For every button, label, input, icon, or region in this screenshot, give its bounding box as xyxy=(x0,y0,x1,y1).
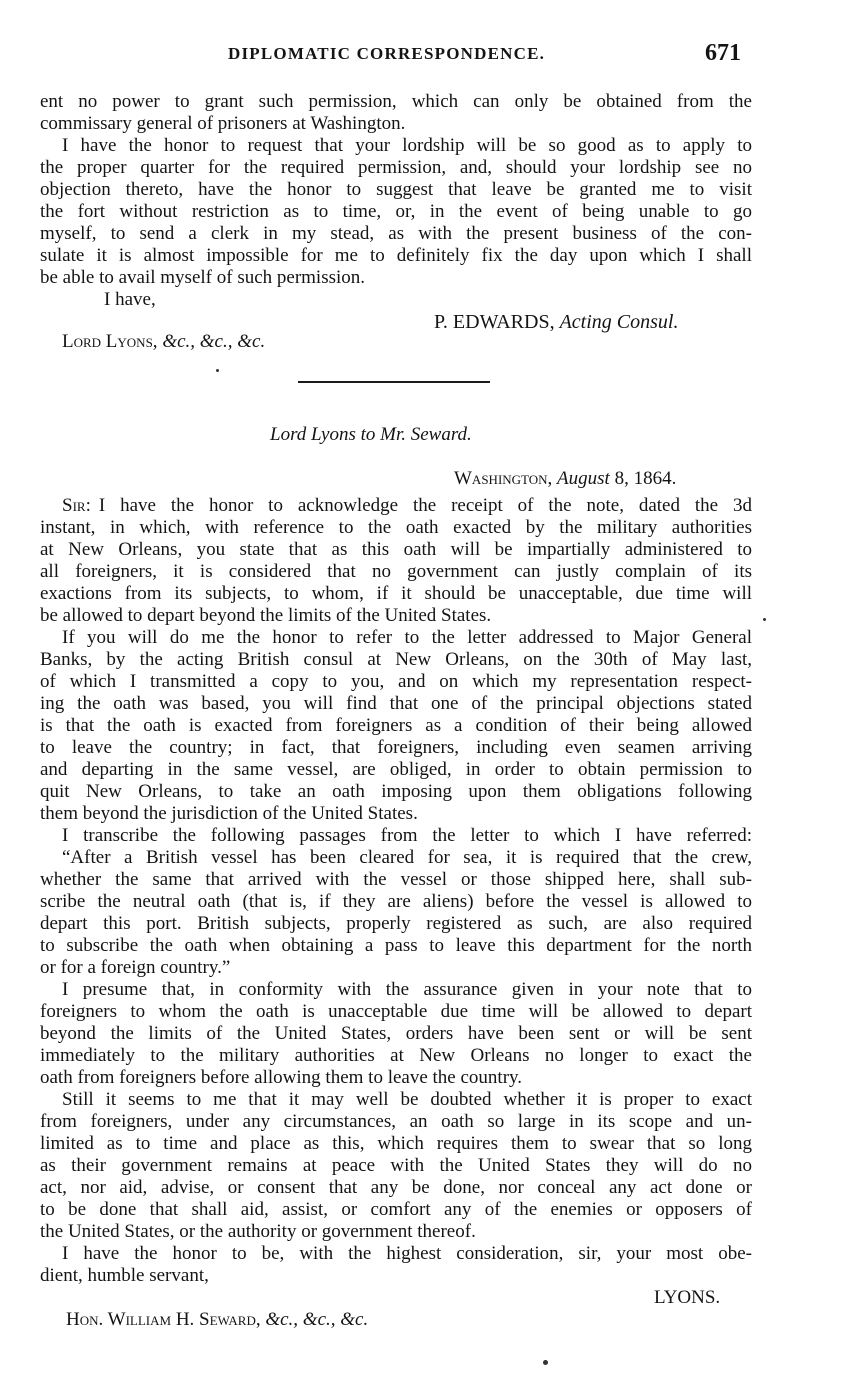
letter2-line: from foreigners, under any circumstances, an oath so large in its scope and un- xyxy=(40,1111,752,1132)
letter2-line: dient, humble servant, xyxy=(40,1265,209,1286)
letter2-line: Banks, by the acting British consul at New Orleans, on the 30th of May last, xyxy=(40,649,752,670)
letter2-line: foreigners to whom the oath is unacceptable due time will be allowed to depart xyxy=(40,1001,752,1022)
letter2-line: them beyond the jurisdiction of the United States. xyxy=(40,803,418,824)
dateline-month: August xyxy=(557,468,610,489)
letter2-line: limited as to time and place as this, which requires them to swear that so long xyxy=(40,1133,752,1154)
letter1-line: be able to avail myself of such permission. xyxy=(40,267,366,288)
letter1-line: the fort without restriction as to time, or, in the event of being unable to go xyxy=(40,201,752,222)
letter2-signature: LYONS. xyxy=(654,1287,721,1308)
letter2-line: as their government remains at peace with the United States they will do no xyxy=(40,1155,752,1176)
letter2-line: immediately to the military authorities at New Orleans no longer to exact the xyxy=(40,1045,752,1066)
letter1-signature-title: Acting Consul. xyxy=(559,311,679,333)
letter1-addressee-name: Lord Lyons, xyxy=(62,331,158,352)
letter1-line: commissary general of prisoners at Washington. xyxy=(40,113,406,134)
section-divider xyxy=(298,381,490,383)
dateline-place: Washington, xyxy=(454,468,553,489)
salutation: Sir: xyxy=(62,495,91,516)
letter2-line: to leave the country; in fact, that foreigners, including even seamen arriving xyxy=(40,737,752,758)
letter2-addressee-name: Hon. William H. Seward, xyxy=(66,1309,261,1330)
letter2-line: I have the honor to acknowledge the receipt of the note, dated the 3d xyxy=(98,495,752,516)
letter2-line: and departing in the same vessel, are obliged, in order to obtain permission to xyxy=(40,759,752,780)
letter2-addressee xyxy=(66,1309,368,1331)
page-number: 671 xyxy=(705,40,741,66)
letter2-line: is that the oath is exacted from foreigners as a condition of their being allowed xyxy=(40,715,752,736)
letter2-line: exactions from its subjects, to whom, if it should be unacceptable, due time will xyxy=(40,583,752,604)
print-speck xyxy=(763,618,766,621)
running-header xyxy=(0,40,849,70)
letter2-line: at New Orleans, you state that as this oath will be impartially administered to xyxy=(40,539,752,560)
letter2-line: of which I transmitted a copy to you, and on which my representation respect- xyxy=(40,671,752,692)
letter1-signature-name: P. EDWARDS, xyxy=(434,311,555,333)
quoted-line: “After a British vessel has been cleared for sea, it is required that the crew, xyxy=(62,847,752,868)
letter1-closing: I have, xyxy=(104,289,156,310)
letter2-line: the United States, or the authority or government thereof. xyxy=(40,1221,476,1242)
print-speck xyxy=(543,1360,548,1365)
letter2-line: I have the honor to be, with the highest consideration, sir, your most obe- xyxy=(62,1243,752,1264)
quoted-line: scribe the neutral oath (that is, if they are aliens) before the vessel is allowed to xyxy=(40,891,752,912)
quoted-line: whether the same that arrived with the vessel or those shipped here, shall sub- xyxy=(40,869,752,890)
letter1-line: sulate it is almost impossible for me to definitely fix the day upon which I shall xyxy=(40,245,752,266)
quoted-line: to subscribe the oath when obtaining a pass to leave this department for the north xyxy=(40,935,752,956)
letter2-line: all foreigners, it is considered that no government can justly complain of its xyxy=(40,561,752,582)
quoted-line: depart this port. British subjects, properly registered as such, are also required xyxy=(40,913,752,934)
letter1-line: objection thereto, have the honor to suggest that leave be granted me to visit xyxy=(40,179,752,200)
letter1-addressee-etc: &c., &c., &c. xyxy=(162,331,266,352)
letter2-line: I transcribe the following passages from the letter to which I have referred: xyxy=(62,825,752,846)
letter2-line: act, nor aid, advise, or consent that any be done, nor conceal any act done or xyxy=(40,1177,752,1198)
letter1-line: myself, to send a clerk in my stead, as with the present business of the con- xyxy=(40,223,752,244)
letter2-dateline xyxy=(454,468,676,490)
letter1-line: I have the honor to request that your lordship will be so good as to apply to xyxy=(62,135,752,156)
letter2-line: beyond the limits of the United States, orders have been sent or will be sent xyxy=(40,1023,752,1044)
letter1-addressee xyxy=(62,331,265,353)
dateline-rest: 8, 1864. xyxy=(614,468,677,489)
print-speck xyxy=(216,369,219,372)
letter2-line: If you will do me the honor to refer to the letter addressed to Major General xyxy=(62,627,752,648)
letter2-addressee-etc: &c., &c., &c. xyxy=(265,1309,369,1330)
quoted-line: or for a foreign country.” xyxy=(40,957,231,978)
header-title: DIPLOMATIC CORRESPONDENCE. xyxy=(228,44,546,63)
letter2-line: instant, in which, with reference to the oath exacted by the military authorities xyxy=(40,517,752,538)
letter2-line: quit New Orleans, to take an oath imposing upon them obligations following xyxy=(40,781,752,802)
letter2-heading: Lord Lyons to Mr. Seward. xyxy=(270,424,472,445)
letter2-line: be allowed to depart beyond the limits of the United States. xyxy=(40,605,492,626)
letter2-line: ing the oath was based, you will find that one of the principal objections stated xyxy=(40,693,752,714)
letter1-signature xyxy=(434,311,678,333)
letter2-line: Still it seems to me that it may well be doubted whether it is proper to exact xyxy=(62,1089,752,1110)
letter1-line: the proper quarter for the required permission, and, should your lordship see no xyxy=(40,157,752,178)
letter2-line: to be done that shall aid, assist, or comfort any of the enemies or opposers of xyxy=(40,1199,752,1220)
letter2-first-line xyxy=(62,495,752,517)
letter2-line: oath from foreigners before allowing them to leave the country. xyxy=(40,1067,523,1088)
letter1-line: ent no power to grant such permission, which can only be obtained from the xyxy=(40,91,752,112)
letter2-line: I presume that, in conformity with the assurance given in your note that to xyxy=(62,979,752,1000)
